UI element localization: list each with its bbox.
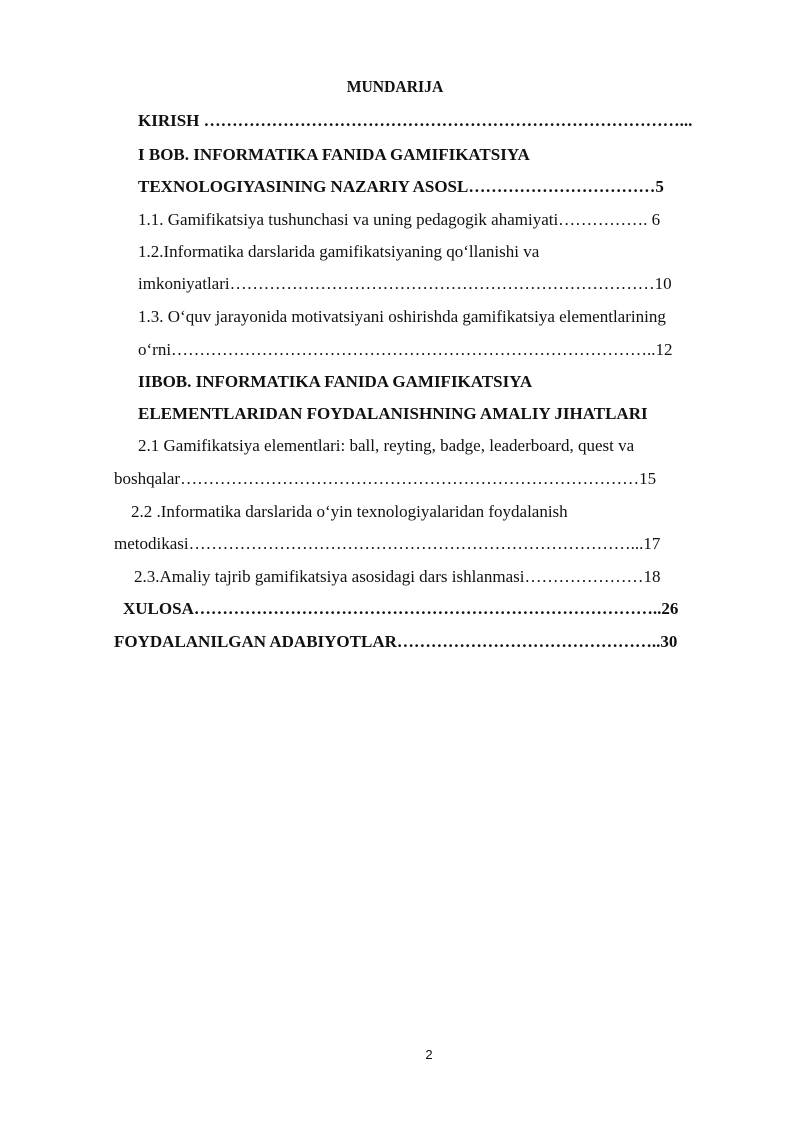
toc-section-1-2-line-1: 1.2.Informatika darslarida gamifikatsiyaning qoʻllanishi va xyxy=(138,242,540,261)
toc-section-2-1-line-1: 2.1 Gamifikatsiya elementlari: ball, reyting, badge, leaderboard, quest va xyxy=(138,436,635,455)
toc-section-1-3-line-1: 1.3. Oʻquv jarayonida motivatsiyani oshirishda gamifikatsiya elementlarining xyxy=(138,307,666,326)
toc-entry-adabiyotlar: FOYDALANILGAN ADABIYOTLAR………………………………………..30 xyxy=(114,632,678,651)
page-number: 2 xyxy=(425,1047,433,1062)
toc-section-1-1: 1.1. Gamifikatsiya tushunchasi va uning pedagogik ahamiyati……………. 6 xyxy=(138,210,661,229)
toc-section-2-1-line-2: boshqalar………………………………………………………………………15 xyxy=(114,469,657,488)
toc-chapter-2-line-1: IIBOB. INFORMATIKA FANIDA GAMIFIKATSIYA xyxy=(138,372,533,391)
toc-chapter-2-line-2: ELEMENTLARIDAN FOYDALANISHNING AMALIY JIHATLARI xyxy=(138,404,648,423)
toc-section-2-3: 2.3.Amaliy tajrib gamifikatsiya asosidagi dars ishlanmasi…………………18 xyxy=(134,567,661,586)
toc-entry-xulosa: XULOSA………………………………………………………………………..26 xyxy=(123,599,679,618)
toc-section-1-2-line-2: imkoniyatlari…………………………………………………………………10 xyxy=(138,274,672,293)
toc-entry-kirish: KIRISH …………………………………………………………………………... xyxy=(138,111,693,130)
toc-section-1-3-line-2: oʻrni…………………………………………………………………………..12 xyxy=(138,340,673,359)
page-title: MUNDARIJA xyxy=(346,77,444,96)
toc-chapter-1-line-2: TEXNOLOGIYASINING NAZARIY ASOSL……………………………5 xyxy=(138,177,664,196)
toc-section-2-2-line-1: 2.2 .Informatika darslarida oʻyin texnologiyalaridan foydalanish xyxy=(131,502,568,521)
toc-section-2-2-line-2: metodikasi……………………………………………………………………...17 xyxy=(114,534,661,553)
toc-chapter-1-line-1: I BOB. INFORMATIKA FANIDA GAMIFIKATSIYA xyxy=(138,145,530,164)
